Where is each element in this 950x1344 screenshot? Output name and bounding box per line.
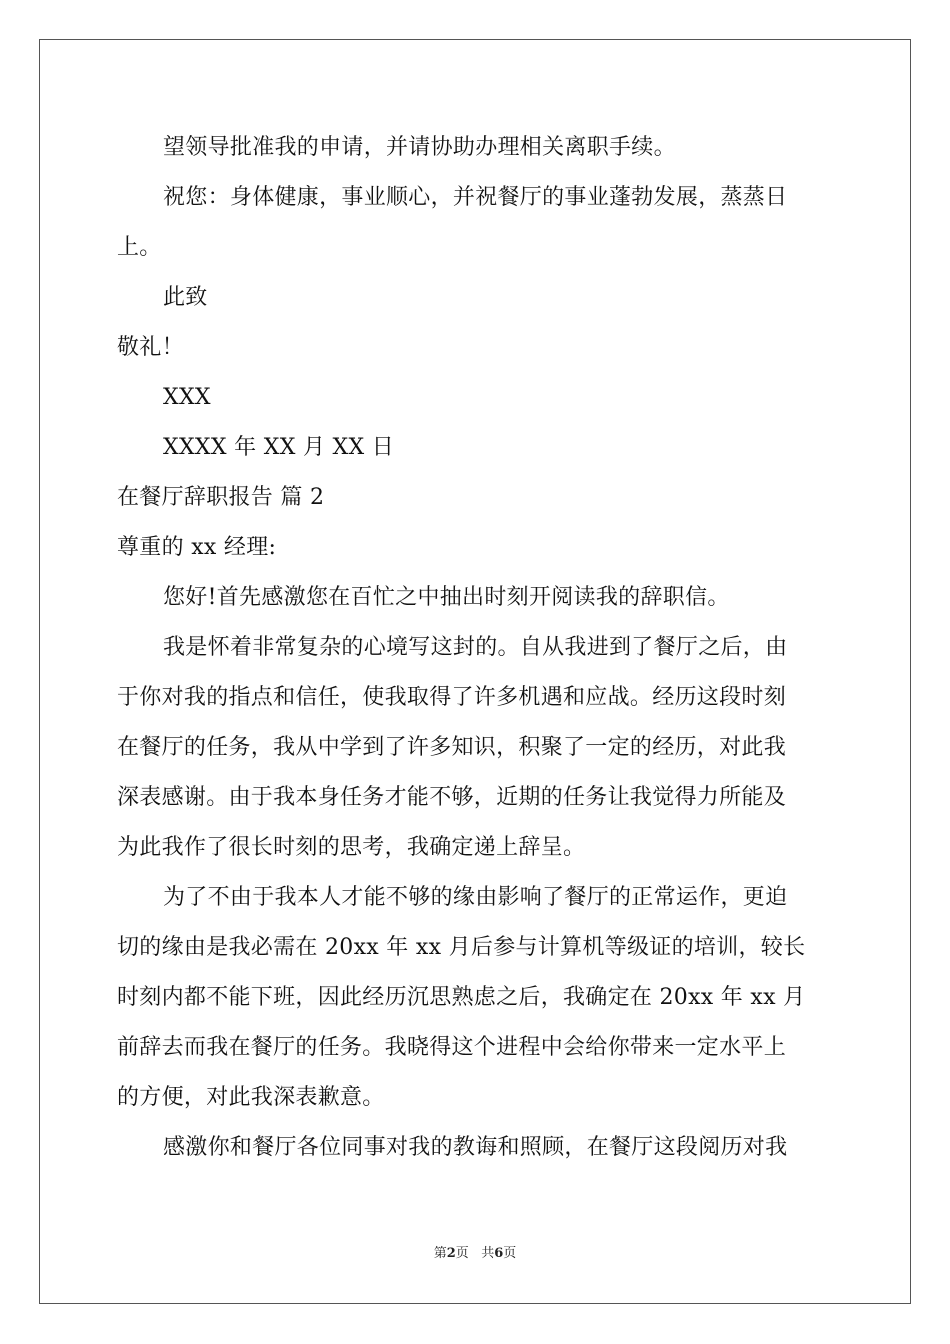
- closing-line: 此致: [163, 285, 208, 310]
- footer-page-suffix: 页: [455, 1246, 469, 1261]
- paragraph-line: 感激你和餐厅各位同事对我的教诲和照顾，在餐厅这段阅历对我: [163, 1135, 788, 1160]
- paragraph-line: 祝您：身体健康，事业顺心，并祝餐厅的事业蓬勃发展，蒸蒸日: [163, 185, 788, 210]
- footer-total-prefix: 共: [481, 1246, 495, 1261]
- paragraph-line: 在餐厅的任务，我从中学到了许多知识，积聚了一定的经历，对此我: [117, 735, 787, 760]
- footer-total-suffix: 页: [503, 1246, 517, 1261]
- paragraph-line: 切的缘由是我必需在 20xx 年 xx 月后参与计算机等级证的培训，较长: [117, 935, 806, 960]
- paragraph-line: 的方便，对此我深表歉意。: [117, 1085, 385, 1110]
- greeting-line: 尊重的 xx 经理:: [117, 535, 277, 560]
- footer-page-prefix: 第: [433, 1246, 447, 1261]
- footer-page-number: 2: [446, 1246, 456, 1261]
- page-border: [39, 39, 911, 1304]
- footer-total-pages: 6: [494, 1246, 504, 1261]
- paragraph-line: 深表感谢。由于我本身任务才能不够，近期的任务让我觉得力所能及: [117, 785, 787, 810]
- paragraph-line: 上。: [117, 235, 162, 260]
- salutation-line: 敬礼！: [117, 335, 184, 360]
- paragraph-line: 我是怀着非常复杂的心境写这封的。自从我进到了餐厅之后，由: [163, 635, 788, 660]
- paragraph-line: 前辞去而我在餐厅的任务。我晓得这个进程中会给你带来一定水平上: [117, 1035, 787, 1060]
- paragraph-line: 时刻内都不能下班，因此经历沉思熟虑之后，我确定在 20xx 年 xx 月: [117, 985, 806, 1010]
- paragraph-line: 于你对我的指点和信任，使我取得了许多机遇和应战。经历这段时刻: [117, 685, 787, 710]
- paragraph-line: 为此我作了很长时刻的思考，我确定递上辞呈。: [117, 835, 586, 860]
- paragraph-line: 为了不由于我本人才能不够的缘由影响了餐厅的正常运作，更迫: [163, 885, 788, 910]
- signature-name: XXX: [163, 385, 211, 410]
- paragraph-line: 望领导批准我的申请，并请协助办理相关离职手续。: [163, 135, 676, 160]
- signature-date: XXXX 年 XX 月 XX 日: [163, 435, 395, 460]
- page-footer: [0, 1245, 950, 1263]
- section-title: 在餐厅辞职报告 篇 2: [117, 485, 325, 510]
- paragraph-line: 您好!首先感激您在百忙之中抽出时刻开阅读我的辞职信。: [163, 585, 730, 610]
